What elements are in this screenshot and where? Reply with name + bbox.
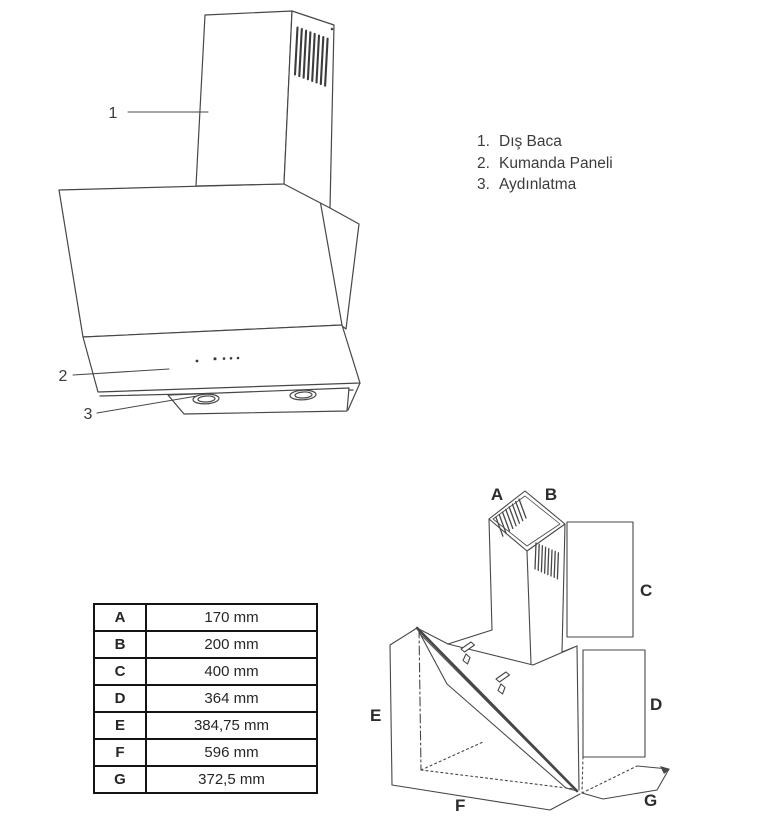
table-row [94,712,317,739]
dim-value-cell: 200 mm [146,631,317,658]
dim-chimney-right-edge [562,524,565,652]
dim-key-cell: B [94,631,146,658]
figure-dimensions [370,485,670,815]
dim-label-c: C [640,581,653,600]
dim-extent-d [583,650,645,757]
hood-underside-panel [168,388,349,414]
dim-key-cell: F [94,739,146,766]
dim-centerline [419,629,421,770]
part-label: Dış Baca [499,133,562,150]
dim-key-cell: E [94,712,146,739]
part-label: Aydınlatma [499,176,577,193]
dim-value-cell: 364 mm [146,685,317,712]
dim-value-cell: 384,75 mm [146,712,317,739]
callout-1-label: 1 [108,105,118,122]
dim-extent-g-hidden [582,766,637,793]
callout-2-label: 2 [58,368,68,385]
dim-extent-g-arrow [660,766,670,774]
dim-label-a: A [490,485,504,504]
table-row [94,685,317,712]
dim-value-cell: 400 mm [146,658,317,685]
part-number: 3. [477,176,490,193]
dim-label-b: B [544,485,558,504]
part-number: 2. [477,154,490,172]
parts-list [477,131,613,196]
table-row [94,604,317,631]
table-row [94,739,317,766]
dim-label-d: D [650,695,663,714]
chimney-corner-dot [331,28,334,31]
dim-label-e: E [370,706,382,725]
figure-hood-overview [59,11,360,423]
part-label: Kumanda Paneli [499,154,613,172]
dim-chimney-side-slats [535,543,558,579]
dim-mounting-clip-1 [461,642,475,664]
table-row [94,766,317,793]
dim-value-cell: 170 mm [146,604,317,631]
dim-key-cell: C [94,658,146,685]
parts-list-item-1 [477,131,613,153]
dimensions-table [93,603,318,794]
dim-label-g: G [644,791,658,810]
dim-mounting-clip-2 [496,672,510,694]
callout-3-label: 3 [83,406,93,423]
dim-value-cell: 372,5 mm [146,766,317,793]
dim-extent-c [567,522,633,637]
chimney-front-face [196,11,292,186]
hood-glass-panel [59,183,342,337]
dim-chimney-left-edge [489,519,492,630]
parts-list-item-2 [477,153,613,175]
dim-chimney-front-edge [527,551,531,664]
dim-key-cell: G [94,766,146,793]
table-row [94,631,317,658]
part-number: 1. [477,133,490,150]
parts-list-item-3 [477,174,613,196]
table-row [94,658,317,685]
dim-glass-top-edge [417,628,577,791]
dim-label-f: F [455,796,466,815]
dim-floor-front [392,785,580,810]
dim-extent-d-extension [582,757,583,792]
dim-body-right-edge [577,646,579,790]
hood-control-band [83,325,360,392]
dim-key-cell: A [94,604,146,631]
dim-value-cell: 596 mm [146,739,317,766]
dim-key-cell: D [94,685,146,712]
